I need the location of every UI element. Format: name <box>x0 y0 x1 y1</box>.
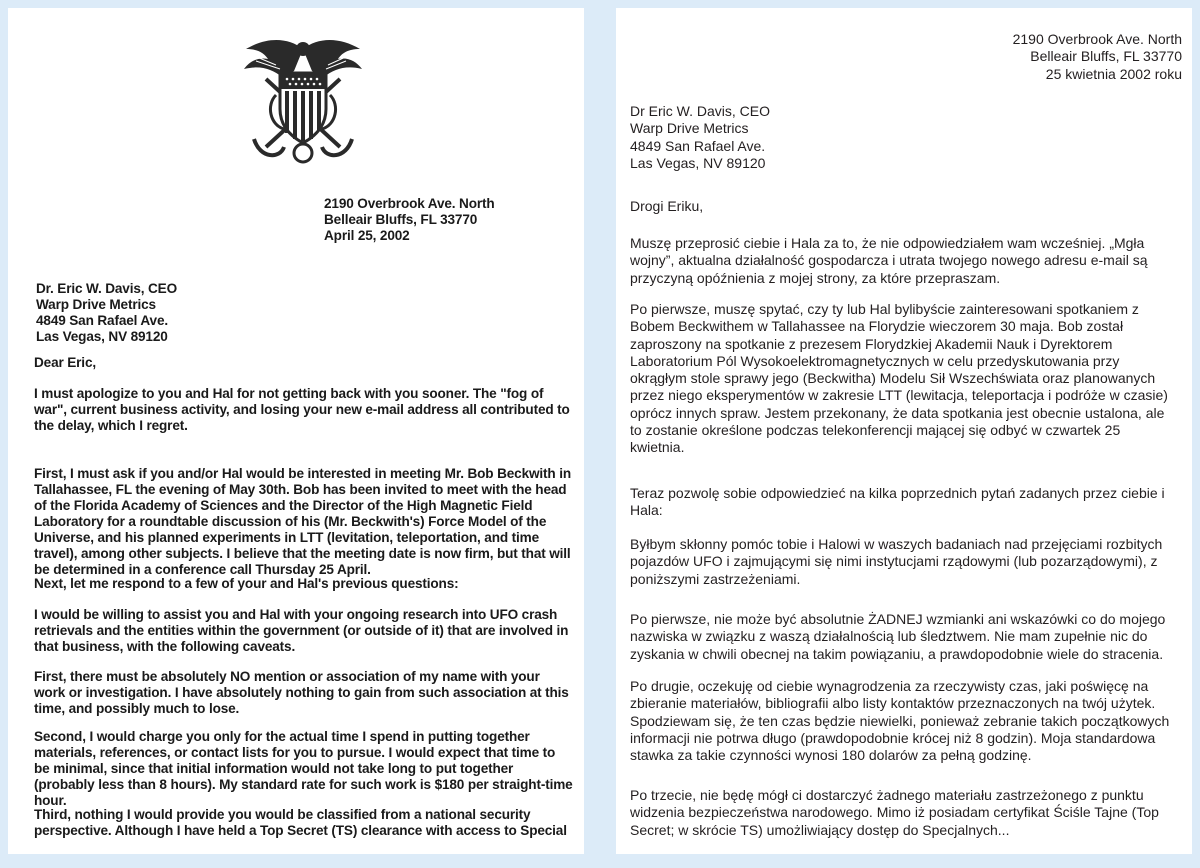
paragraph: Third, nothing I would provide you would be classified from a national security perspective. Although I have held a Top Secret (TS) clearance with access to Special <box>34 807 567 838</box>
sender-street: 2190 Overbrook Ave. North <box>324 196 495 211</box>
translation-paragraph: Teraz pozwolę sobie odpowiedzieć na kilka poprzednich pytań zadanych przez ciebie i Hala: <box>630 485 1165 519</box>
recipient-street: 4849 San Rafael Ave. <box>36 313 169 328</box>
recipient-company: Warp Drive Metrics <box>36 297 156 312</box>
translation-recipient-company: Warp Drive Metrics <box>630 120 749 137</box>
sender-city: Belleair Bluffs, FL 33770 <box>324 212 478 227</box>
paragraph: Next, let me respond to a few of your and Hal's previous questions: <box>34 576 459 591</box>
paragraph: Second, I would charge you only for the actual time I spend in putting together materials, references, or contact lists for you to pursue. I would expect that time to be minimal, since that initial information would not take long to put together (probably less than 8 hours). My standard rate for such work is $180 per straight-time hour. <box>34 729 573 808</box>
sender-address <box>324 196 564 244</box>
recipient-city: Las Vegas, NV 89120 <box>36 329 168 344</box>
recipient-name: Dr. Eric W. Davis, CEO <box>36 281 178 296</box>
translation-paragraph: Po drugie, oczekuję od ciebie wynagrodzenia za rzeczywisty czas, jaki poświęcę na zbieranie materiałów, bibliografii albo listy kontaktów przeznaczonych na twój użytek. Spodziewam się, że ten czas będzie niewielki, ponieważ zebranie takich początkowych informacji nie potrwa długo (prawdopodobnie krócej niż 8 godzin). Moja standardowa stawka za takie czynności wynosi 180 dolarów za pełną godzinę. <box>630 678 1170 764</box>
paragraph: First, I must ask if you and/or Hal would be interested in meeting Mr. Bob Beckwith in Tallahassee, FL the evening of May 30th. Bob has been invited to meet with the head of the Florida Academy of Sciences and the Director of the High Magnetic Field Laboratory for a roundtable discussion of his (Mr. Beckwith's) Force Model of the Universe, and his planned experiments in LTT (levitation, teleportation, and time travel), among other subjects. I believe that the meeting date is now firm, but that will be determined in a conference call Thursday 25 April. <box>34 466 571 577</box>
translation-paragraph: Po trzecie, nie będę mógł ci dostarczyć żadnego materiału zastrzeżonego z punktu widzenia bezpieczeństwa narodowego. Mimo iż posiadam certyfikat Ściśle Tajne (Top Secret; w skrócie TS) umożliwiający dostęp do Specjalnych... <box>630 787 1159 838</box>
translation-paragraph: Po pierwsze, muszę spytać, czy ty lub Hal bylibyście zainteresowani spotkaniem z Bobem Beckwithem w Tallahassee na Florydzie wieczorem 30 maja. Bob został zaproszony na spotkanie z prezesem Florydzkiej Akademii Nauk i Dyrektorem Laboratorium Pól Wysokoelektromagnetycznych w celu przedyskutowania przy okrągłym stole sprawy jego (Beckwitha) Modelu Sił Wszechświata oraz planowanych przez niego eksperymentów w zakresie LTT (lewitacja, teleportacja i podróże w czasie) oprócz innych spraw. Jestem przekonany, że data spotkania jest obecnie ustalona, ale to zostanie określone podczas telekonferencji mającej się odbyć w czwartek 25 kwietnia. <box>630 301 1168 456</box>
translation-recipient-name: Dr Eric W. Davis, CEO <box>630 103 771 119</box>
translation-recipient-city: Las Vegas, NV 89120 <box>630 154 766 171</box>
translation-recipient-address <box>630 103 1175 172</box>
translation-sender-address <box>922 31 1182 83</box>
translation-paragraph: Byłbym skłonny pomóc tobie i Halowi w waszych badaniach nad przejęciami rozbitych pojazdów UFO i zajmującymi się nimi instytucjami rządowymi (lub pozarządowymi), z poniższymi zastrzeżeniami. <box>630 536 1163 587</box>
translation-sender-city: Belleair Bluffs, FL 33770 <box>1030 48 1182 65</box>
translation-greeting: Drogi Eriku, <box>630 198 704 214</box>
translation-paragraph: Po pierwsze, nie może być absolutnie ŻADNEJ wzmianki ani wskazówki co do mojego nazwiska w związku z waszą działalnością lub śledztwem. Nie mam zupełnie nic do zyskania w chwili obecnej na takim powiązaniu, a prawdopodobnie wiele do stracenia. <box>630 611 1166 662</box>
paragraph: I would be willing to assist you and Hal with your ongoing research into UFO crash retrievals and the entities within the government (or outside of it) that are involved in that business, with the following caveats. <box>34 607 569 654</box>
letter-date: April 25, 2002 <box>324 228 410 243</box>
original-letter-page <box>8 8 584 854</box>
translation-letter-date: 25 kwietnia 2002 roku <box>1045 65 1182 82</box>
recipient-address <box>36 281 336 345</box>
translation-paragraph: Muszę przeprosić ciebie i Hala za to, że nie odpowiedziałem wam wcześniej. „Mgła wojny”, aktualna działalność gospodarcza i utrata twojego nowego adresu e-mail są przyczyną opóźnienia z mojej strony, za które przepraszam. <box>630 235 1148 286</box>
translation-sender-street: 2190 Overbrook Ave. North <box>1012 31 1182 47</box>
translation-page <box>616 8 1192 854</box>
paragraph: First, there must be absolutely NO mention or association of my name with your work or investigation. I have absolutely nothing to gain from such association at this time, and possibly much to lose. <box>34 669 569 716</box>
translation-recipient-street: 4849 San Rafael Ave. <box>630 137 766 154</box>
eagle-shield-seal-icon <box>236 35 370 165</box>
greeting: Dear Eric, <box>34 355 96 370</box>
paragraph: I must apologize to you and Hal for not getting back with you sooner. The "fog of war", current business activity, and losing your new e-mail address all contributed to the delay, which I regret. <box>34 386 570 433</box>
